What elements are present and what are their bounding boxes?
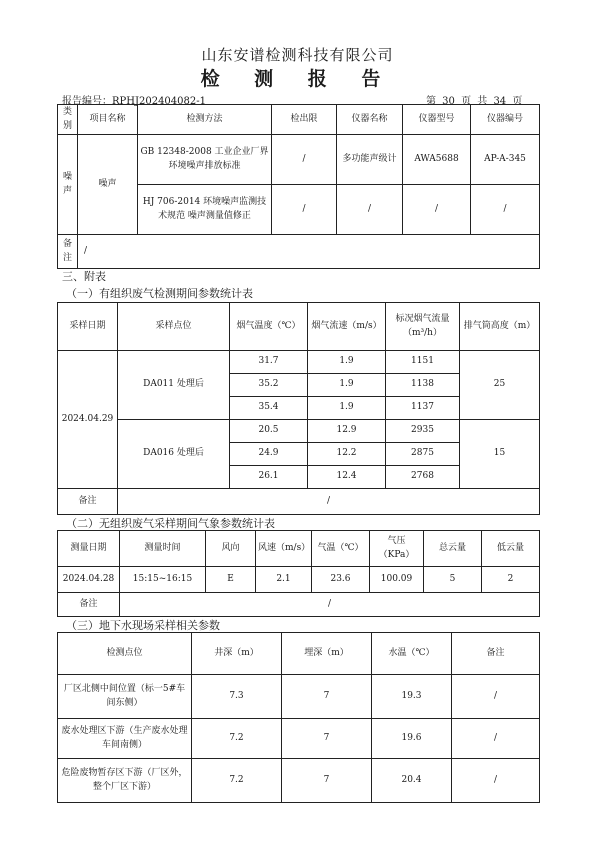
item-cell: 噪声	[78, 135, 138, 235]
header-category: 类别	[58, 105, 78, 135]
temp-cell: 26.1	[230, 466, 308, 489]
velocity-cell: 1.9	[308, 351, 386, 374]
header-wind-direction: 风向	[206, 531, 256, 567]
unorganized-gas-heading: （二）无组织废气采样期间气象参数统计表	[66, 517, 275, 530]
water-temp-cell: 20.4	[372, 759, 452, 803]
header-point: 采样点位	[118, 303, 230, 351]
remark-cell: /	[452, 759, 540, 803]
sample-date-cell: 2024.04.29	[58, 351, 118, 489]
header-point: 检测点位	[58, 633, 192, 675]
remark-cell: /	[452, 675, 540, 719]
point-cell: 废水处理区下游（生产废水处理车间南侧）	[58, 719, 192, 759]
point-cell: DA016 处理后	[118, 420, 230, 489]
header-limit: 检出限	[272, 105, 337, 135]
inst-name-cell: /	[337, 185, 403, 235]
flow-cell: 2768	[386, 466, 460, 489]
report-number: 报告编号：RPHJ202404082-1	[62, 96, 206, 107]
header-date: 测量日期	[58, 531, 120, 567]
header-temp: 烟气温度（℃）	[230, 303, 308, 351]
height-cell: 15	[460, 420, 540, 489]
water-temp-cell: 19.6	[372, 719, 452, 759]
wind-direction-cell: E	[206, 567, 256, 593]
inst-model-cell: /	[403, 185, 471, 235]
velocity-cell: 1.9	[308, 374, 386, 397]
header-method: 检测方法	[138, 105, 272, 135]
inst-no-cell: /	[471, 185, 540, 235]
velocity-cell: 1.9	[308, 397, 386, 420]
date-cell: 2024.04.28	[58, 567, 120, 593]
flow-cell: 1151	[386, 351, 460, 374]
header-item: 项目名称	[78, 105, 138, 135]
velocity-cell: 12.4	[308, 466, 386, 489]
header-burial-depth: 埋深（m）	[282, 633, 372, 675]
remark-label: 备注	[58, 489, 118, 515]
temp-cell: 35.4	[230, 397, 308, 420]
header-water-temp: 水温（℃）	[372, 633, 452, 675]
temp-cell: 20.5	[230, 420, 308, 443]
appendix-heading: 三、附表	[62, 270, 106, 283]
burial-depth-cell: 7	[282, 675, 372, 719]
header-wind-speed: 风速（m/s）	[256, 531, 312, 567]
remark-value: /	[78, 235, 540, 269]
flow-cell: 1138	[386, 374, 460, 397]
wind-speed-cell: 2.1	[256, 567, 312, 593]
method-cell: GB 12348-2008 工业企业厂界环境噪声排放标准	[138, 135, 272, 185]
organized-gas-heading: （一）有组织废气检测期间参数统计表	[66, 287, 253, 300]
remark-value: /	[118, 489, 540, 515]
groundwater-table	[57, 632, 540, 803]
header-well-depth: 井深（m）	[192, 633, 282, 675]
height-cell: 25	[460, 351, 540, 420]
header-total-cloud: 总云量	[424, 531, 482, 567]
inst-model-cell: AWA5688	[403, 135, 471, 185]
flow-cell: 2935	[386, 420, 460, 443]
header-pressure: 气压（KPa）	[370, 531, 424, 567]
well-depth-cell: 7.2	[192, 719, 282, 759]
temp-cell: 35.2	[230, 374, 308, 397]
point-cell: 厂区北侧中间位置（标一5#车间东侧）	[58, 675, 192, 719]
header-velocity: 烟气流速（m/s）	[308, 303, 386, 351]
method-cell: HJ 706-2014 环境噪声监测技术规范 噪声测量值修正	[138, 185, 272, 235]
remark-label: 备注	[58, 235, 78, 269]
remark-cell: /	[452, 719, 540, 759]
header-date: 采样日期	[58, 303, 118, 351]
company-name: 山东安谱检测科技有限公司	[201, 46, 394, 64]
velocity-cell: 12.9	[308, 420, 386, 443]
point-cell: DA011 处理后	[118, 351, 230, 420]
flow-cell: 1137	[386, 397, 460, 420]
header-inst-name: 仪器名称	[337, 105, 403, 135]
header-flow: 标况烟气流量（m³/h）	[386, 303, 460, 351]
low-cloud-cell: 2	[482, 567, 540, 593]
limit-cell: /	[272, 135, 337, 185]
well-depth-cell: 7.2	[192, 759, 282, 803]
temp-cell: 24.9	[230, 443, 308, 466]
well-depth-cell: 7.3	[192, 675, 282, 719]
header-height: 排气筒高度（m）	[460, 303, 540, 351]
pressure-cell: 100.09	[370, 567, 424, 593]
remark-value: /	[120, 593, 540, 617]
water-temp-cell: 19.3	[372, 675, 452, 719]
header-air-temp: 气温（℃）	[312, 531, 370, 567]
velocity-cell: 12.2	[308, 443, 386, 466]
burial-depth-cell: 7	[282, 719, 372, 759]
burial-depth-cell: 7	[282, 759, 372, 803]
flow-cell: 2875	[386, 443, 460, 466]
limit-cell: /	[272, 185, 337, 235]
total-cloud-cell: 5	[424, 567, 482, 593]
remark-label: 备注	[58, 593, 120, 617]
header-inst-no: 仪器编号	[471, 105, 540, 135]
page-info: 第 30 页 共 34 页	[426, 96, 523, 107]
header-remark: 备注	[452, 633, 540, 675]
header-time: 测量时间	[120, 531, 206, 567]
organized-gas-table	[57, 302, 540, 515]
time-cell: 15:15~16:15	[120, 567, 206, 593]
weather-table	[57, 530, 540, 617]
header-low-cloud: 低云量	[482, 531, 540, 567]
temp-cell: 31.7	[230, 351, 308, 374]
point-cell: 危险废物暂存区下游（厂区外，整个厂区下游）	[58, 759, 192, 803]
category-cell: 噪声	[58, 135, 78, 235]
inst-no-cell: AP-A-345	[471, 135, 540, 185]
groundwater-heading: （三）地下水现场采样相关参数	[66, 619, 220, 632]
header-inst-model: 仪器型号	[403, 105, 471, 135]
inst-name-cell: 多功能声级计	[337, 135, 403, 185]
air-temp-cell: 23.6	[312, 567, 370, 593]
report-title: 检 测 报 告	[200, 68, 395, 90]
noise-method-table	[57, 104, 540, 269]
